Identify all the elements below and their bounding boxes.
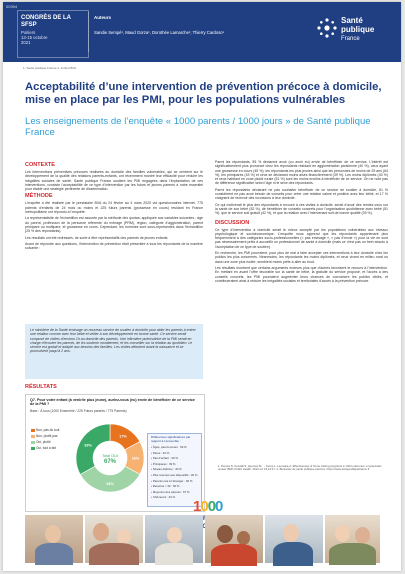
intervention-quote	[25, 324, 203, 379]
poster	[3, 2, 401, 571]
legend-swatch	[31, 441, 35, 445]
results-text-3: Ce qui motiverait le plus des répondants à recourir à ces visites à domicile, serait d’avoir des rendez-vous sur la santé de son bébé (52 %), de bénéficier de conseils concrets pour l’organisation quotidienne avec bébé (51 %), que le service soit gratuit (42 %), et que la relation avec l’intervenant soit de bonne qualité (39 %).	[215, 202, 388, 216]
affiliations: 1. Santé publique France 2. Institut BVA	[23, 66, 77, 70]
congres-title: CONGRÈS DE LA SFSP	[21, 15, 71, 28]
sig-item: • Pères : 42 %	[151, 450, 170, 455]
significant-differences-box	[147, 433, 202, 507]
digit-1: 1	[193, 498, 201, 515]
sig-item: • Niveau diplôme : 40 %	[151, 467, 182, 472]
legend-label: Oui, plutôt	[36, 440, 51, 444]
legend-swatch	[31, 429, 35, 433]
poster-header	[3, 2, 401, 62]
discussion-text-3: Les résultats montrent que certains arguments moteurs plus que d’autres favorisent le recours à l’intervention. En mettant en avant l’offre favorable sur la santé de bébé, la gratuité du service proposé, et l’accès à des conseils concrets, les PMI pourraient augmenter leurs chances de convaincre les publics ciblés, et contribueraient ainsi à réduire les inégalités sociales et territoriales d’accès à la prévention précoce.	[215, 265, 388, 283]
donut-center-label: Total OUI	[102, 454, 118, 458]
family-photo-4	[205, 515, 263, 563]
contexte-heading: CONTEXTE	[25, 162, 55, 168]
sig-item: • Pas d’enfant : 40 %	[151, 456, 178, 461]
donut-chart	[70, 418, 150, 498]
sig-title: Différences significatives par rapport à l’ensemble :	[151, 435, 191, 443]
family-photo-1	[25, 515, 83, 563]
1000-jours-number	[193, 498, 222, 515]
discussion-text-2: En recherche, les PMI pourraient, pour plus de mal à faire accepter ces interventions à leur domicile chez les publics les plus concernés. Néanmoins, les répondants les moins diplômés, et ceux vivant en milieu rural ou dans une zone plus isolée, semblent moins prêts à aller au bout.	[215, 251, 388, 264]
donut-value-label-3: 33%	[84, 443, 92, 448]
logo-line1: Santé	[341, 16, 363, 25]
donut-value-label-0: 17%	[119, 434, 127, 439]
sig-item: • Chômeurs : 44 %	[151, 495, 176, 500]
sig-item: • Primipares : 39 %	[151, 461, 176, 466]
authors-label: Auteurs	[94, 15, 112, 20]
resultats-heading: RÉSULTATS	[25, 384, 57, 390]
legend-label: Oui, tout à fait	[36, 446, 56, 450]
family-photo-5	[265, 515, 323, 563]
photo-strip	[25, 515, 380, 563]
family-photo-6	[325, 515, 380, 563]
congres-details	[21, 30, 48, 46]
contexte-text: Les interventions préventives précoces réalisées au domicile des familles vulnérables, qui se centrent sur le développement de la qualité des relations parents-enfants, ont récemment montré leur efficacité pour réduire les inégalités sociales de santé. Santé publique France soutient les PMI engagées dans l’implantation de ces interventions, consiste l’acceptabilité de ce type d’intervention par les futurs et jeunes parents à notre essentiel pour établir une stratégie pertinente de dissémination.	[25, 170, 203, 192]
methode-text-3: Les résultats ont été redressés, de sorte à être représentatifs des parents de jeunes enfants.	[25, 235, 169, 240]
poster-subtitle: Les enseignements de l’enquête « 1000 parents / 1000 jours » de Santé publique France	[25, 116, 371, 138]
donut-slice-3	[76, 424, 110, 474]
results-text-1: Parmi les répondants, 55 % déclarent avoir (ou avoir eu) envie de bénéficier de ce service. L’intérêt est significativement plus prononcé chez les répondants résidant en agglomération parisienne (40 %), ceux ayant une grossesse en cours (45 %), les répondants les plus jeunes ainsi que les personnes de moins de 25 ans (64 %), les primipares (43 %) et ceux se déclarant moins aisés financièrement (39 %). Les moins diplômés (43 %) et ceux habitant en zone plutôt rurale (51 %) sont les moins enclins à bénéficier de ce service. On ne note pas de différence significative selon l’âge ni le sexe des répondants.	[215, 160, 388, 186]
family-photo-2	[85, 515, 143, 563]
sig-item: • Revenus < 2k : 50 %	[151, 484, 180, 489]
donut-slice-2	[80, 466, 140, 492]
left-column	[25, 160, 203, 252]
spf-logo-text	[341, 16, 374, 34]
congres-year: 2021	[21, 40, 31, 46]
logo-line3: France	[341, 36, 360, 42]
sig-item: • Moyenne des parents : 67 %	[151, 489, 190, 494]
congres-dates: 13-15 octobre	[21, 35, 48, 41]
methode-heading: MÉTHODE	[25, 193, 53, 200]
chart-base: Base : À tous (1000 Ensemble / 225 Futurs parents / 775 Parents)	[30, 409, 127, 413]
methode-text-1: L’enquête a été réalisée par le prestataire BVA du 24 février au 4 mars 2020 via questionnaires internet. 775 parents d’enfants de 24 mois ou moins et 225 futurs parents (grossesse en cours) résidant en France métropolitaine ont répondu à l’enquête.	[25, 201, 203, 215]
methode-text-2: La représentativité de l’échantillon est assurée par la méthode des quotas, appliquée aux variables suivantes : âge du parent, profession de la personne référente du ménage (PRM), région, catégorie d’agglomération, parent primipare ou multipare, et grossesse en cours. Cependant, les hommes sont sous-représentés dans l’échantillon (25 % des répondants).	[25, 216, 203, 234]
sig-item: • Parents nés à l’étranger : 40 %	[151, 478, 193, 483]
legend-swatch	[31, 435, 35, 439]
congres-place: Poitiers	[21, 30, 36, 35]
legend-label: Non, plutôt pas	[36, 434, 58, 438]
donut-value-label-1: 16%	[131, 456, 140, 461]
authors-list: Sandie Sempé¹, Maud Gorza¹, Dorothée Lamarche², Thierry Cardoso¹	[94, 30, 225, 35]
donut-center-value: 67%	[103, 459, 117, 465]
results-chart	[25, 394, 205, 512]
results-text-2: Parmi les répondants déclarant ne pas souhaiter bénéficier de ce service de soutien à domicile, 61 % considèrent ne pas avoir besoin de conseils pour créer une relation calme et positive avec leur bébé, et 17 % craignent de recevoir des incursions à leur domicile.	[215, 187, 388, 201]
references: 1. Pecora N, Kendall S, Heyman M, ... Kemp L, Leenstra-vi. Effectiveness of home visiting programs in child outcomes: a systematic review. BMC Public Health. 2013 oct 15;13:17. 2. Bonnetier de santé publique précoce. https://www.santepubliquefrance.fr	[218, 464, 382, 472]
header-divider	[88, 12, 89, 52]
right-column	[215, 160, 388, 285]
donut-value-label-2: 34%	[106, 481, 114, 486]
spf-logo-icon	[316, 17, 338, 39]
congres-badge	[17, 10, 89, 58]
discussion-heading: DISCUSSION	[215, 219, 250, 226]
quote-text: Le ministère de la Santé envisage un nouveau service de soutien à domicile pour aider les parents à entrer une relation comme avec leur bébé et veiller à son développement en bonne santé. Ce service serait composé de visites d’environ 1h au domicile des parents. Une infirmière puéricultrice de la PMI serait en charge d’écouter les parents, de les soutenir moralement, et les conseiller sur la relation au quotidien. Le service est gratuit et adapté aux besoins des familles. Les visites débutent avant la naissance et se poursuivent jusqu’à 2 ans.	[30, 328, 196, 354]
digit-4: 0	[215, 498, 223, 515]
discussion-text-1: Ce type d’intervention à domicile serait le mieux accepté par les populations vulnérables aux niveaux psychologique et socioéconomique. L’enquête nous apprend que les répondants appartenant plus fréquemment à des catégories socio-professionnelles (< pas envisagé », « pas d’envie ») pour la vie ne sont pas nécessairement prêts à accueillir un professionnel de santé à domicile (mais ce n’est pas un frein absolu à l’acceptation de ce type de soutien).	[215, 227, 388, 249]
legend-swatch	[31, 447, 35, 451]
poster-id: 00394	[6, 4, 18, 9]
sig-item: • Plus revenus aux dispositifs : 40 %	[151, 473, 198, 477]
family-photo-3	[145, 515, 203, 563]
sig-item: • Âgés, pas-hommes : 69 %	[151, 445, 187, 449]
chart-question: Q7. Pour votre enfant (à venir/le plus jeune), auriez-vous (eu) envie de bénéficier de ce service de la PMI ?	[30, 398, 195, 407]
legend-label: Non, pas du tout	[36, 428, 60, 432]
digit-2: 0	[200, 498, 208, 515]
poster-title: Acceptabilité d’une intervention de prévention précoce à domicile, mise en place par les PMI, pour les populations vulnérables	[25, 81, 382, 106]
logo-line2: publique	[341, 25, 375, 34]
digit-3: 0	[207, 498, 216, 515]
methode-text-4: Avant de répondre aux questions, l’intervention de prévention était présentée à tous les répondants de la manière suivante :	[25, 241, 203, 251]
